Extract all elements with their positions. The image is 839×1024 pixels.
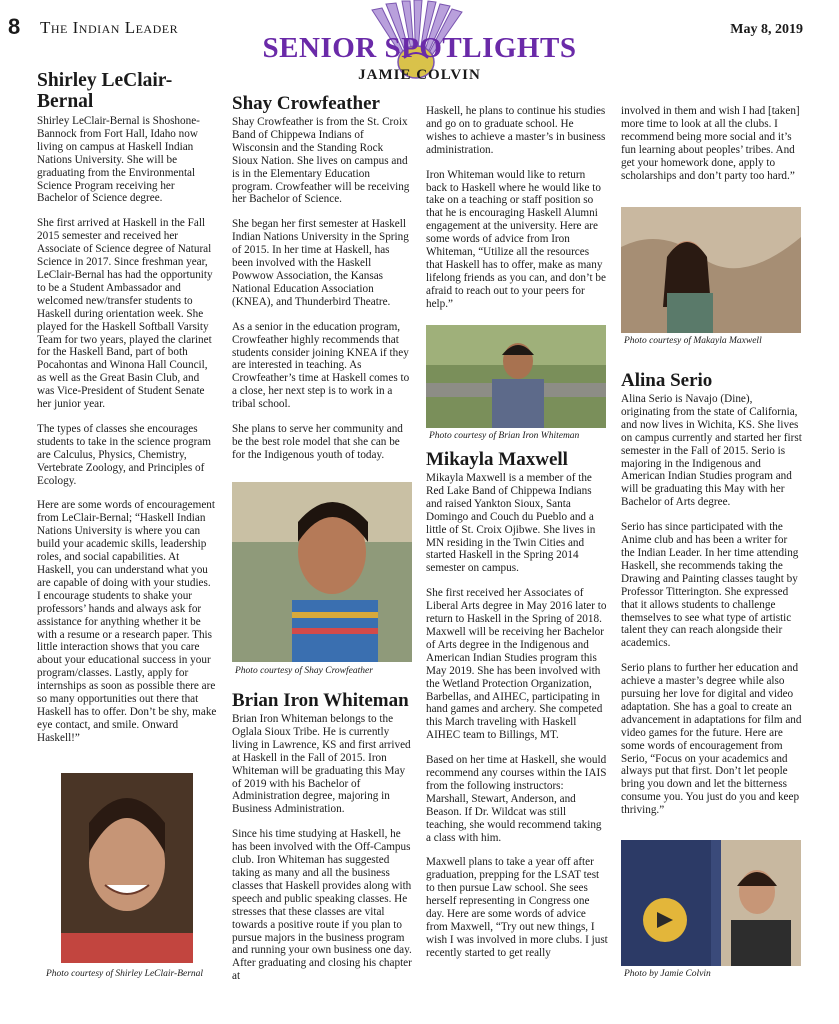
article-heading: Shirley LeClair-Bernal <box>37 70 173 112</box>
photo-caption: Photo courtesy of Makayla Maxwell <box>624 336 762 346</box>
paragraph: Haskell, he plans to continue his studies and go on to graduate school. He wishes to achieve a master’s in business administration. <box>426 105 606 156</box>
paragraph: The types of classes she encourages students to take in the science program are Calculus, Physics, Chemistry, Vertebrate Zoology, and Principles of Ecology. <box>37 422 211 487</box>
paragraph: She first received her Associates of Liberal Arts degree in May 2016 later to return to Haskell in the Spring of 2018. Maxwell will be receiving her Bachelor of Arts degree in the Indigenous and American Indian Studies program this May 2019. She has been involved with the Wetland Protection Organization, Barbellas, and AIHEC, participating in hand games and archery. She competed this March traveling with Haskell AIHEC team to Billings, MT. <box>426 587 607 742</box>
photo-mikayla <box>621 207 801 333</box>
paragraph: Based on her time at Haskell, she would recommend any courses within the IAIS from the following instructors: Marshall, Stewart, Anderson, and Beason. If Dr. Wildcat was still teaching, she would recommend taking a class with him. <box>426 754 607 844</box>
paragraph: involved in them and wish I had [taken] more time to look at all the clubs. I recommend being more social and it’s fun learning about peoples’ tribes. And get your homework done, apply to scholarships and don’t party too hard.” <box>621 105 800 182</box>
article-heading: Brian Iron Whiteman <box>232 690 409 711</box>
article-heading: Mikayla Maxwell <box>426 449 568 470</box>
column-2 <box>232 93 412 474</box>
article-heading: Shay Crowfeather <box>232 93 380 114</box>
photo-caption: Photo courtesy of Shirley LeClair-Bernal <box>46 969 204 979</box>
paragraph: Alina Serio is Navajo (Dine), originating from the state of California, and now lives in Wichita, KS. She lives on campus currently and started her first semester in the Fall of 2015. Serio is majoring in the Indigenous and American Indian Studies program and will be graduating this May with her Bachelor of Arts degree. <box>621 393 802 509</box>
photo-caption: Photo courtesy of Shay Crowfeather <box>235 666 373 676</box>
issue-date: May 8, 2019 <box>730 22 803 37</box>
paragraph: She plans to serve her community and be the best role model that she can be for the Indigenous youth of today. <box>232 423 403 461</box>
paragraph: Mikayla Maxwell is a member of the Red Lake Band of Chippewa Indians and raised Yankton Sioux, Santa Domingo and Couch du Pueblo and a little of St. Croix Ojibwe. She lives in MN residing in the Twin Cities and started Haskell in the Spring 2014 semester on campus. <box>426 472 596 575</box>
paragraph: Serio has since participated with the Anime club and has been a writer for the Indian Leader. In her time attending Haskell, she recommends taking the Drawing and Painting classes taught by Professor Titterington. She expressed that it allows students to challenge themselves to see what type of artistic talent they can reach alongside their academics. <box>621 521 799 650</box>
paragraph: Shay Crowfeather is from the St. Croix Band of Chippewa Indians of Wisconsin and the Standing Rock Sioux Nation. She lives on campus and is in the Elementary Education program. Crowfeather will be receiving her Bachelor of Science. <box>232 116 410 206</box>
column-3-lower <box>426 449 608 972</box>
column-3 <box>426 105 606 323</box>
paragraph: Iron Whiteman would like to return back to Haskell where he would like to take on a teaching or staff position so that he is encouraging Haskell Alumni engagement at the university. Here are some words of advice from Iron Whiteman, “Utilize all the resources that Haskell has to offer, make as many lifelong friends as you can, and don’t be afraid to reach out to your peers for help.” <box>426 168 606 310</box>
page-number: 8 <box>8 14 21 39</box>
paragraph: Serio plans to further her education and achieve a master’s degree while also pursuing her love for digital and video adaptation. She has a goal to create an advancement in adaptations for film and video games for the future. Here are some words of encouragement from Serio, “Focus on your academics and always put that first. Don’t let people bring you down and let the bitterness consume you. You just do you and keep thriving.” <box>621 662 802 817</box>
paragraph: Maxwell plans to take a year off after graduation, prepping for the LSAT test to then pursue Law school. She sees herself representing in Congress one day. Here are some words of advice from Maxwell, “Try out new things, I wish I was involved in more clubs. I just recently started to get really <box>426 856 608 959</box>
article-heading: Alina Serio <box>621 370 713 391</box>
paragraph: Brian Iron Whiteman belongs to the Oglala Sioux Tribe. He is currently living in Lawrence, KS and first arrived at Haskell in the Fall of 2015. Iron Whiteman will be graduating this May of 2019 with his Bachelor of Administration degree, majoring in Business Administration. <box>232 713 411 816</box>
paragraph: As a senior in the education program, Crowfeather highly recommends that students consider joining KNEA if they are interested in teaching. As Crowfeather’s time at Haskell comes to a close, her next step is to work in a tribal school. <box>232 320 410 411</box>
column-2-lower <box>232 690 412 995</box>
column-4-lower <box>621 370 803 829</box>
paragraph: She began her first semester at Haskell Indian Nations University in the Spring of 2015. In her time at Haskell, has been involved with the Haskell Powwow Association, the Kansas National Education Association (KNEA), and Thunderbird Theatre. <box>232 218 409 308</box>
column-4 <box>621 105 803 194</box>
column-1 <box>37 70 217 757</box>
section-title: SENIOR SPOTLIGHTS <box>262 32 577 64</box>
photo-shay <box>232 482 412 662</box>
paragraph: Here are some words of encouragement from LeClair-Bernal; “Haskell Indian Nations University is where you can build your academic skills, leadership roles, and social capabilities. At Haskell, you can understand what you are capable of doing with your studies. I encourage students to shake your professors’ hands and always ask for assistance for anything whether it be with a resume or a research paper. This little interaction shows that you care about your educational success in your program/classes. Lastly, apply for internships as soon as possible there are so many opportunities out there that Haskell has to offer. Don’t be shy, make eye contact, and smile. Onward Haskell!” <box>37 499 217 744</box>
photo-brian <box>426 325 606 428</box>
photo-caption: Photo by Jamie Colvin <box>624 969 711 979</box>
paragraph: Since his time studying at Haskell, he has been involved with the Off-Campus club. Iron Whiteman has suggested taking as many and all the business classes that Haskell provides along with speech and public speaking classes. He stresses that these classes are vital towards a positive route if you plan to pursue majors in the business program and running your own business one day. After graduating and closing his chapter at <box>232 828 412 983</box>
photo-caption: Photo courtesy of Brian Iron Whiteman <box>429 431 580 441</box>
photo-shirley <box>61 773 193 963</box>
paragraph: Shirley LeClair-Bernal is Shoshone-Bannock from Fort Hall, Idaho now living on campus at Haskell Indian Nations University. She will be graduating from the Environmental Science Program receiving her Bachelor of Science degree. <box>37 115 200 205</box>
paragraph: She first arrived at Haskell in the Fall 2015 semester and received her Associate of Science degree of Natural Science in 2017. Since freshman year, LeClair-Bernal has had the opportunity to be a Student Ambassador and welcomed new/transfer students to Haskell during orientation week. She played for the Haskell Softball Varsity Team for two years, played the clarinet for the Haskell Band, part of both Pocahontas and Winona Hall Council, as well as the Great Basin Club, and was Vice-President of Student Senate her junior year. <box>37 217 213 411</box>
byline: JAMIE COLVIN <box>358 67 481 83</box>
photo-alina <box>621 840 801 966</box>
paper-name: The Indian Leader <box>40 18 179 37</box>
